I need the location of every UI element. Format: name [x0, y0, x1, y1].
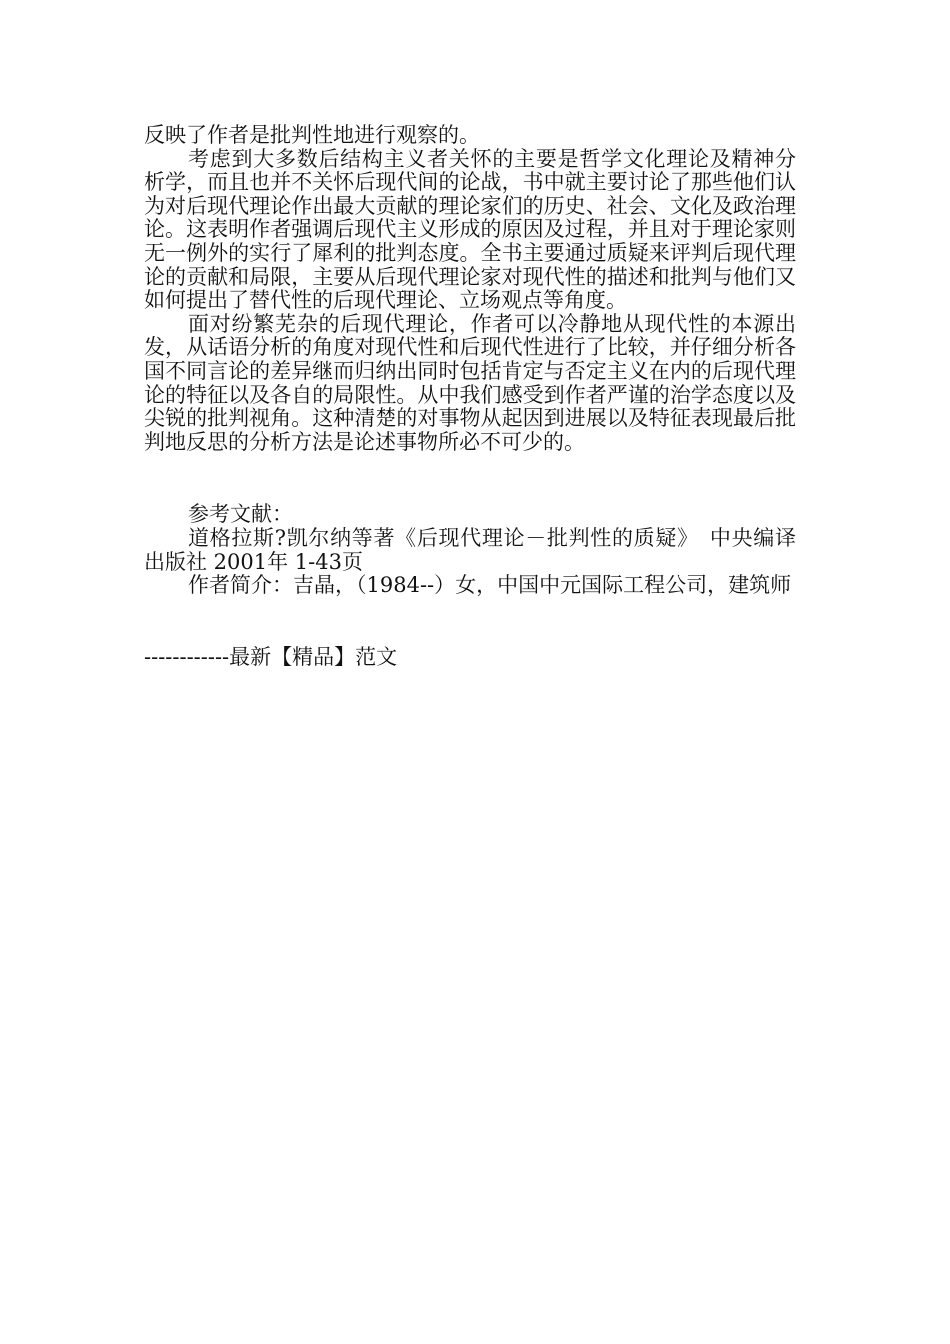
body-paragraph: 面对纷繁芜杂的后现代理论，作者可以冷静地从现代性的本源出发，从话语分析的角度对现代性和后现代性进行了比较，并仔细分析各国不同言论的差异继而归纳出同时包括肯定与否定主义在内的后现代理论的特征以及各自的局限性。从中我们感受到作者严谨的治学态度以及尖锐的批判视角。这种清楚的对事物从起因到进展以及特征表现最后批判地反思的分析方法是论述事物所必不可少的。	[144, 311, 796, 454]
references-heading: 参考文献：	[188, 502, 293, 527]
section-gap	[144, 598, 796, 646]
section-gap	[144, 454, 796, 503]
reference-entry: 道格拉斯?凯尔纳等著《后现代理论－批判性的质疑》 中央编译出版社 2001年 1-43页	[144, 525, 796, 574]
body-paragraph: 考虑到大多数后结构主义者关怀的主要是哲学文化理论及精神分析学，而且也并不关怀后现代间的论战，书中就主要讨论了那些他们认为对后现代理论作出最大贡献的理论家们的历史、社会、文化及政治理论。这表明作者强调后现代主义形成的原因及过程，并且对于理论家则无一例外的实行了犀利的批判态度。全书主要通过质疑来评判后现代理论的贡献和局限，主要从后现代理论家对现代性的描述和批判与他们又如何提出了替代性的后现代理论、立场观点等角度。	[144, 146, 796, 313]
document-page	[144, 124, 796, 669]
body-paragraph-continuation: 反映了作者是批判性地进行观察的。	[144, 123, 480, 147]
footer-text: ------------最新【精品】范文	[144, 644, 398, 669]
author-bio: 作者简介：吉晶，（1984--）女，中国中元国际工程公司，建筑师	[188, 573, 792, 598]
